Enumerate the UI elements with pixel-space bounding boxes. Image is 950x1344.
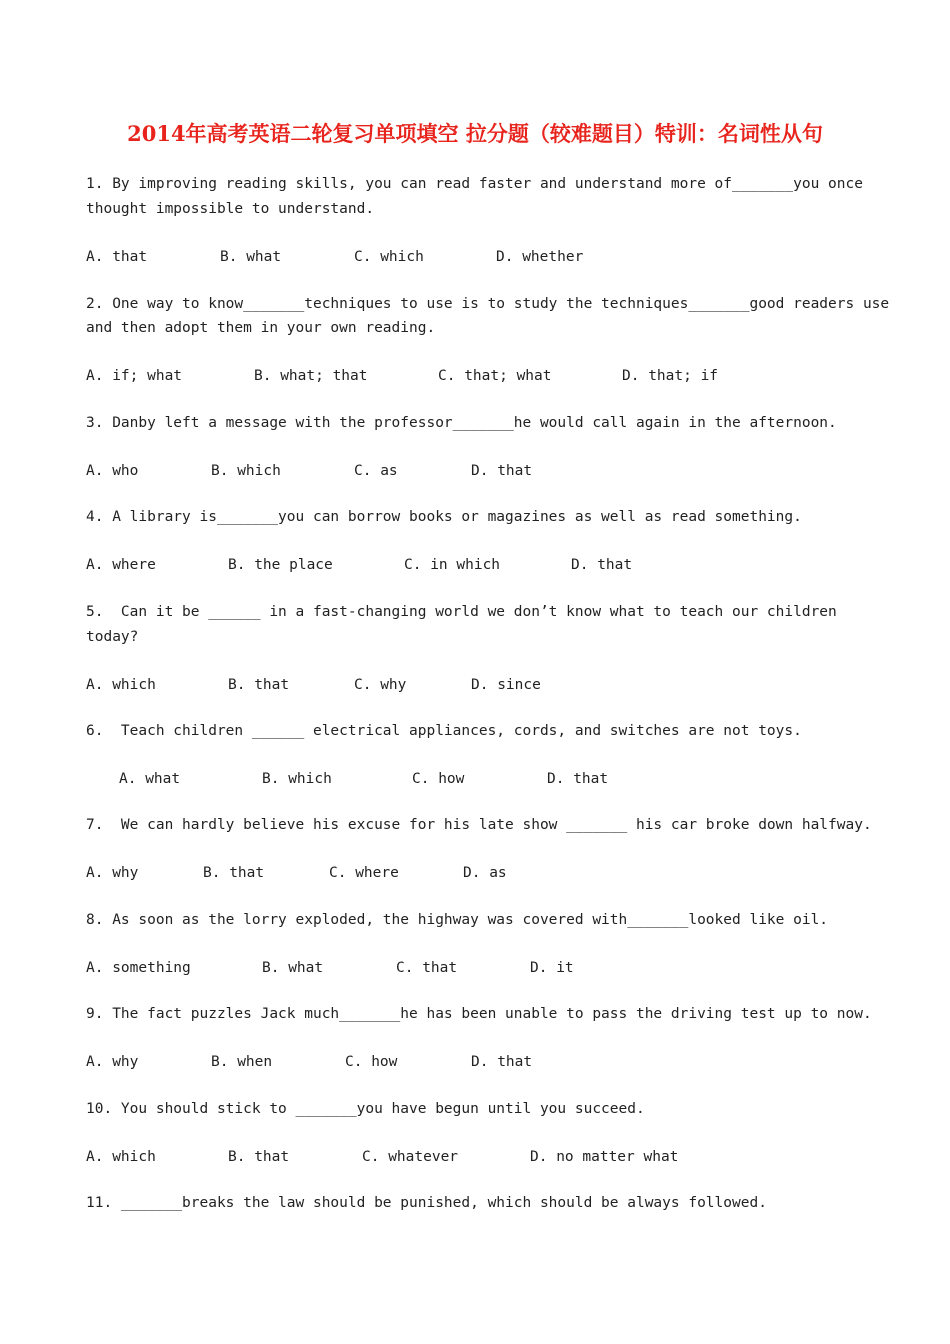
question-5-option-d: D. since xyxy=(471,677,541,693)
question-9-option-a: A. why xyxy=(86,1054,139,1070)
question-7-stem-line-1: 7. We can hardly believe his excuse for his late show _______ his car broke down halfway. xyxy=(86,817,872,833)
question-8-stem-line-1: 8. As soon as the lorry exploded, the highway was covered with_______looked like oil. xyxy=(86,912,829,928)
question-4-stem-line-1: 4. A library is_______you can borrow books or magazines as well as read something. xyxy=(86,509,802,525)
question-2-option-a: A. if; what xyxy=(86,368,183,384)
question-8-option-a: A. something xyxy=(86,960,191,976)
question-3-option-c: C. as xyxy=(354,463,398,479)
question-11-stem-line-1: 11. _______breaks the law should be punished, which should be always followed. xyxy=(86,1195,767,1211)
document-title: 2014年高考英语二轮复习单项填空 拉分题（较难题目）特训：名词性从句 xyxy=(127,121,823,146)
question-1-stem-line-1: 1. By improving reading skills, you can read faster and understand more of_______you once xyxy=(86,176,863,192)
question-10-option-b: B. that xyxy=(228,1149,290,1165)
question-7-option-a: A. why xyxy=(86,865,139,881)
question-3-option-b: B. which xyxy=(211,463,281,479)
question-1-option-a: A. that xyxy=(86,249,148,265)
question-1-option-b: B. what xyxy=(220,249,282,265)
question-1-stem-line-2: thought impossible to understand. xyxy=(86,201,375,217)
question-4-option-c: C. in which xyxy=(404,557,501,573)
question-8-option-c: C. that xyxy=(396,960,458,976)
question-2-stem-line-1: 2. One way to know_______techniques to use is to study the techniques_______good readers use xyxy=(86,296,890,312)
question-5-option-c: C. why xyxy=(354,677,407,693)
question-10-option-a: A. which xyxy=(86,1149,156,1165)
question-8-option-b: B. what xyxy=(262,960,324,976)
question-3-option-d: D. that xyxy=(471,463,533,479)
question-6-option-b: B. which xyxy=(262,771,332,787)
question-3-stem-line-1: 3. Danby left a message with the professor_______he would call again in the afternoon. xyxy=(86,415,837,431)
question-5-option-a: A. which xyxy=(86,677,156,693)
question-9-option-b: B. when xyxy=(211,1054,273,1070)
question-7-option-d: D. as xyxy=(463,865,507,881)
question-2-option-c: C. that; what xyxy=(438,368,552,384)
question-2-stem-line-2: and then adopt them in your own reading. xyxy=(86,320,436,336)
question-4-option-a: A. where xyxy=(86,557,156,573)
question-2-option-d: D. that; if xyxy=(622,368,719,384)
question-7-option-b: B. that xyxy=(203,865,265,881)
question-4-option-b: B. the place xyxy=(228,557,333,573)
question-6-option-a: A. what xyxy=(119,771,181,787)
question-6-option-c: C. how xyxy=(412,771,465,787)
question-10-option-c: C. whatever xyxy=(362,1149,459,1165)
question-3-option-a: A. who xyxy=(86,463,139,479)
question-6-option-d: D. that xyxy=(547,771,609,787)
question-1-option-d: D. whether xyxy=(496,249,584,265)
question-4-option-d: D. that xyxy=(571,557,633,573)
question-5-stem-line-1: 5. Can it be ______ in a fast-changing world we don’t know what to teach our children xyxy=(86,604,837,620)
question-10-option-d: D. no matter what xyxy=(530,1149,679,1165)
question-8-option-d: D. it xyxy=(530,960,574,976)
question-9-stem-line-1: 9. The fact puzzles Jack much_______he has been unable to pass the driving test up to now. xyxy=(86,1006,872,1022)
question-2-option-b: B. what; that xyxy=(254,368,368,384)
question-7-option-c: C. where xyxy=(329,865,399,881)
question-10-stem-line-1: 10. You should stick to _______you have begun until you succeed. xyxy=(86,1101,645,1117)
question-9-option-c: C. how xyxy=(345,1054,398,1070)
question-5-option-b: B. that xyxy=(228,677,290,693)
question-9-option-d: D. that xyxy=(471,1054,533,1070)
question-6-stem-line-1: 6. Teach children ______ electrical appliances, cords, and switches are not toys. xyxy=(86,723,802,739)
question-1-option-c: C. which xyxy=(354,249,424,265)
question-5-stem-line-2: today? xyxy=(86,629,139,645)
